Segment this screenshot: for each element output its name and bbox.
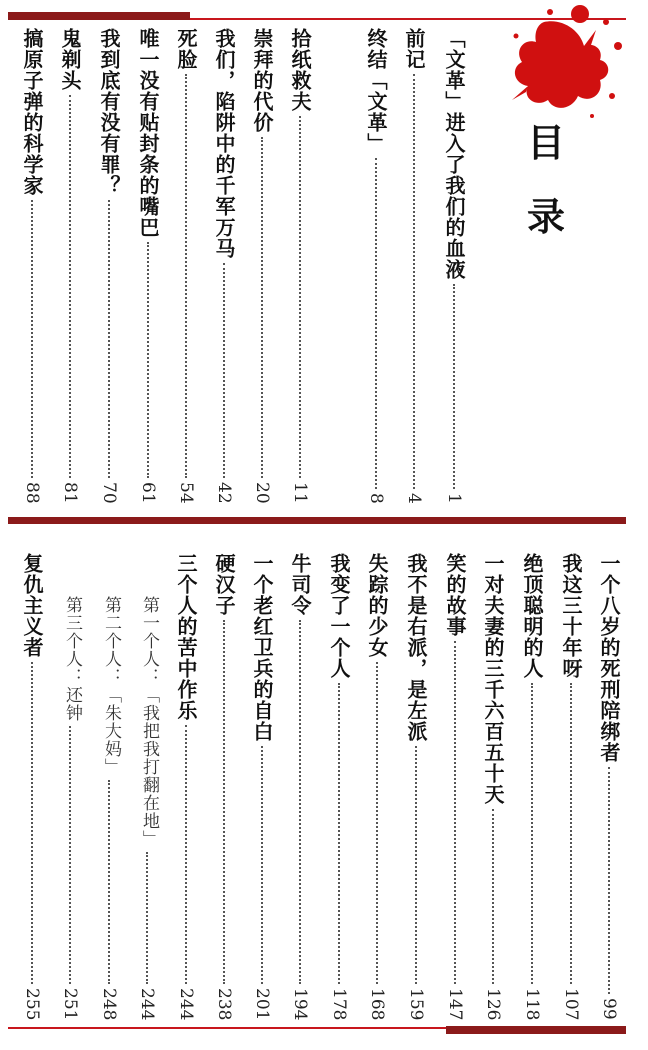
- toc-leader: [453, 284, 455, 489]
- toc-page-number: 81: [60, 482, 80, 504]
- toc-page-number: 248: [99, 987, 119, 1020]
- toc-entry-title: 我到底有没有罪？: [97, 28, 121, 196]
- toc-page-number: 201: [252, 987, 272, 1020]
- toc-leader: [185, 725, 187, 984]
- toc-leader: [570, 683, 572, 984]
- toc-leader: [375, 158, 377, 489]
- toc-leader: [223, 620, 225, 984]
- toc-entry[interactable]: [598, 553, 620, 1020]
- toc-entry[interactable]: [251, 28, 273, 504]
- toc-entry-title: 崇拜的代价: [250, 28, 274, 133]
- toc-page-number: 244: [137, 987, 157, 1020]
- toc-entry-title: 我这三十年呀: [559, 553, 583, 679]
- toc-entry[interactable]: [560, 553, 582, 1020]
- toc-leader: [185, 74, 187, 478]
- toc-subentry[interactable]: [98, 596, 120, 1020]
- toc-page-number: 244: [176, 987, 196, 1020]
- toc-page-number: 238: [214, 987, 234, 1020]
- toc-page-number: 255: [22, 987, 42, 1020]
- toc-entry[interactable]: [21, 553, 43, 1020]
- toc-entry-title: 「文革」进入了我们的血液: [442, 28, 466, 280]
- toc-page-number: 70: [99, 482, 119, 504]
- toc-leader: [608, 767, 610, 994]
- toc-leader: [108, 200, 110, 478]
- toc-leader: [69, 95, 71, 478]
- toc-leader: [413, 74, 415, 489]
- toc-page-number: 4: [404, 493, 424, 504]
- toc-page-number: 99: [599, 998, 619, 1020]
- toc-entry[interactable]: [521, 553, 543, 1020]
- toc-leader: [376, 662, 378, 984]
- toc-entry[interactable]: [98, 28, 120, 504]
- toc-leader: [338, 683, 340, 984]
- toc-entry-title: 笑的故事: [443, 553, 467, 637]
- bottom-right-band: [446, 1026, 626, 1034]
- toc-entry-title: 拾纸救夫: [288, 28, 312, 112]
- toc-entry-title: 搞原子弹的科学家: [20, 28, 44, 196]
- toc-entry[interactable]: [213, 553, 235, 1020]
- toc-entry[interactable]: [444, 553, 466, 1020]
- toc-entry-title: 硬汉子: [212, 553, 236, 616]
- toc-leader: [31, 662, 33, 984]
- toc-page-number: 126: [483, 987, 503, 1020]
- toc-page-number: 61: [138, 482, 158, 504]
- toc-entry-title: 第三个人：还钟: [62, 596, 82, 722]
- toc-entry-title: 一个八岁的死刑陪绑者: [597, 553, 621, 763]
- toc-leader: [146, 852, 148, 984]
- toc-page-number: 107: [561, 987, 581, 1020]
- toc-leader: [108, 780, 110, 984]
- toc-page-number: 42: [214, 482, 234, 504]
- toc-page-number: 11: [290, 482, 310, 504]
- toc-subentry[interactable]: [59, 596, 81, 1020]
- blood-splash-icon: [492, 0, 632, 130]
- toc-page-number: 20: [252, 482, 272, 504]
- toc-entry-title: 复仇主义者: [20, 553, 44, 658]
- toc-entry-title: 我变了一个人: [327, 553, 351, 679]
- toc-entry[interactable]: [137, 28, 159, 504]
- toc-entry[interactable]: [289, 28, 311, 504]
- toc-leader: [147, 242, 149, 478]
- toc-entry-title: 第一个人：「我把我打翻在地」: [139, 596, 159, 848]
- toc-page-number: 54: [176, 482, 196, 504]
- bottom-rule: [8, 1027, 448, 1029]
- toc-leader: [454, 641, 456, 984]
- toc-entry[interactable]: [289, 553, 311, 1020]
- toc-page-number: 178: [329, 987, 349, 1020]
- toc-entry[interactable]: [21, 28, 43, 504]
- toc-entry-title: 绝顶聪明的人: [520, 553, 544, 679]
- toc-leader: [415, 746, 417, 984]
- toc-entry-title: 第二个人：「朱大妈」: [101, 596, 121, 776]
- toc-leader: [531, 683, 533, 984]
- toc-entry-title: 死脸: [174, 28, 198, 70]
- toc-page-number: 251: [60, 987, 80, 1020]
- toc-entry-title: 牛司令: [288, 553, 312, 616]
- toc-subentry[interactable]: [136, 596, 158, 1020]
- toc-entry[interactable]: [175, 553, 197, 1020]
- toc-entry[interactable]: [251, 553, 273, 1020]
- toc-page-number: 168: [367, 987, 387, 1020]
- toc-entry[interactable]: [405, 553, 427, 1020]
- toc-page-number: 147: [445, 987, 465, 1020]
- heading-char-lu: 录: [527, 194, 566, 239]
- toc-entry-title: 一个老红卫兵的自白: [250, 553, 274, 742]
- toc-leader: [223, 263, 225, 478]
- toc-page-number: 159: [406, 987, 426, 1020]
- toc-entry-title: 唯一没有贴封条的嘴巴: [136, 28, 160, 238]
- toc-entry-title: 我不是右派，是左派: [404, 553, 428, 742]
- top-left-band: [8, 12, 190, 20]
- toc-entry-title: 我们，陷阱中的千军万马: [212, 28, 236, 259]
- toc-page-number: 1: [444, 493, 464, 504]
- toc-entry[interactable]: [59, 28, 81, 504]
- toc-entry[interactable]: [366, 553, 388, 1020]
- toc-leader: [261, 137, 263, 478]
- toc-entry[interactable]: [175, 28, 197, 504]
- toc-entry-title: 终结「文革」: [364, 28, 388, 154]
- toc-page-number: 118: [522, 987, 542, 1020]
- toc-leader: [492, 809, 494, 984]
- toc-leader: [299, 620, 301, 984]
- toc-entry-title: 三个人的苦中作乐: [174, 553, 198, 721]
- toc-entry[interactable]: [365, 28, 387, 504]
- toc-leader: [261, 746, 263, 984]
- toc-entry-title: 鬼剃头: [58, 28, 82, 91]
- toc-leader: [69, 726, 71, 984]
- toc-page-number: 194: [290, 987, 310, 1020]
- toc-entry[interactable]: [443, 28, 465, 504]
- middle-band: [8, 517, 626, 524]
- toc-page-number: 88: [22, 482, 42, 504]
- toc-leader: [299, 116, 301, 478]
- toc-leader: [31, 200, 33, 478]
- toc-entry[interactable]: [403, 28, 425, 504]
- toc-entry-title: 前记: [402, 28, 426, 70]
- toc-page-number: 8: [366, 493, 386, 504]
- heading-char-mu: 目: [527, 120, 566, 165]
- toc-entry[interactable]: [482, 553, 504, 1020]
- toc-entry[interactable]: [328, 553, 350, 1020]
- toc-entry-title: 失踪的少女: [365, 553, 389, 658]
- toc-entry[interactable]: [213, 28, 235, 504]
- toc-entry-title: 一对夫妻的三千六百五十天: [481, 553, 505, 805]
